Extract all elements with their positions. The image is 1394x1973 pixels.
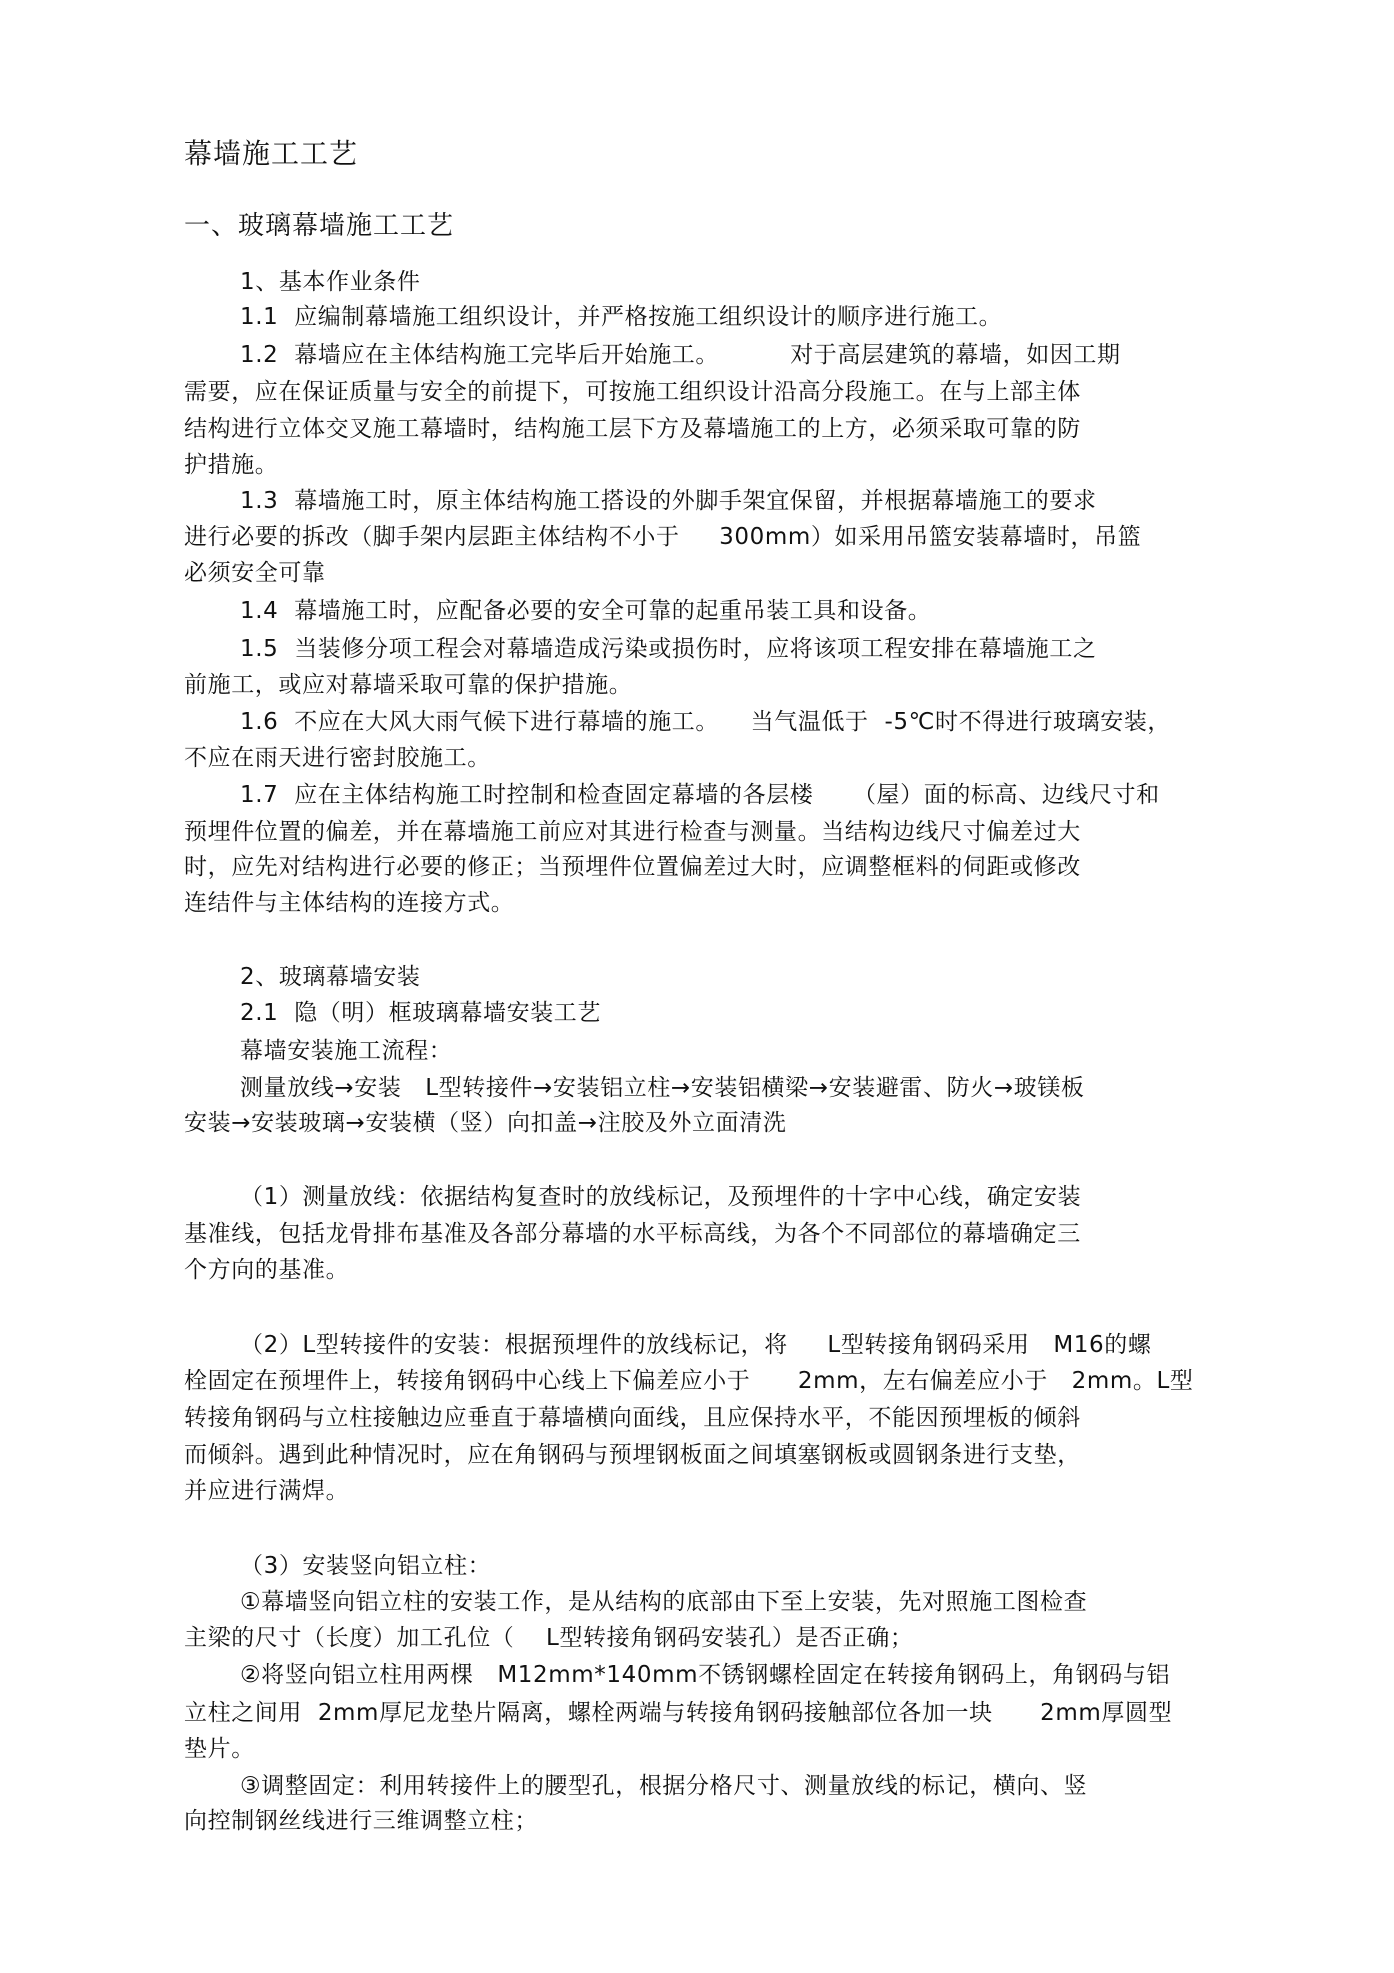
paragraph-line: 测量放线→安装 L型转接件→安装铝立柱→安装铝横梁→安装避雷、防火→玻镁板 (240, 1075, 1085, 1101)
paragraph-line: 预埋件位置的偏差，并在幕墙施工前应对其进行检查与测量。当结构边线尺寸偏差过大 (184, 819, 1081, 845)
paragraph-line: （1）测量放线：依据结构复查时的放线标记，及预埋件的十字中心线，确定安装 (240, 1184, 1082, 1210)
paragraph-line: 必须安全可靠 (184, 560, 326, 586)
paragraph-line: 前施工，或应对幕墙采取可靠的保护措施。 (184, 672, 633, 698)
paragraph-line: （2）L型转接件的安装：根据预埋件的放线标记，将 L型转接角钢码采用 M16的螺 (240, 1332, 1152, 1358)
paragraph-line: 1、基本作业条件 (240, 269, 421, 295)
paragraph-line: 1.1 应编制幕墙施工组织设计，并严格按施工组织设计的顺序进行施工。 (240, 304, 1003, 330)
paragraph-line: 2.1 隐（明）框玻璃幕墙安装工艺 (240, 1000, 601, 1026)
paragraph-line: （3）安装竖向铝立柱： (240, 1553, 492, 1579)
paragraph-line: 幕墙安装施工流程： (240, 1038, 453, 1064)
document-title: 幕墙施工工艺 (184, 137, 359, 170)
paragraph-line: 立柱之间用 2mm厚尼龙垫片隔离，螺栓两端与转接角钢码接触部位各加一块 2mm厚圆型 (184, 1700, 1173, 1726)
section-heading: 一、玻璃幕墙施工工艺 (184, 211, 455, 241)
paragraph-line: 个方向的基准。 (184, 1257, 350, 1283)
paragraph-line: 连结件与主体结构的连接方式。 (184, 890, 515, 916)
paragraph-line: 进行必要的拆改（脚手架内层距主体结构不小于 300mm）如采用吊篮安装幕墙时，吊篮 (184, 524, 1142, 550)
paragraph-line: 1.3 幕墙施工时，原主体结构施工搭设的外脚手架宜保留，并根据幕墙施工的要求 (240, 488, 1097, 514)
paragraph-line: 向控制钢丝线进行三维调整立柱； (184, 1808, 538, 1834)
paragraph-line: 基准线，包括龙骨排布基准及各部分幕墙的水平标高线，为各个不同部位的幕墙确定三 (184, 1221, 1081, 1247)
paragraph-line: ②将竖向铝立柱用两棵 M12mm*140mm不锈钢螺栓固定在转接角钢码上，角钢码与铝 (240, 1662, 1171, 1688)
paragraph-line: 并应进行满焊。 (184, 1478, 350, 1504)
paragraph-line: 主梁的尺寸（长度）加工孔位（ L型转接角钢码安装孔）是否正确； (184, 1625, 914, 1651)
paragraph-line: 垫片。 (184, 1736, 255, 1762)
paragraph-line: 1.6 不应在大风大雨气候下进行幕墙的施工。 当气温低于 -5℃时不得进行玻璃安装， (240, 709, 1172, 735)
paragraph-line: 需要，应在保证质量与安全的前提下，可按施工组织设计沿高分段施工。在与上部主体 (184, 379, 1081, 405)
paragraph-line: 不应在雨天进行密封胶施工。 (184, 745, 491, 771)
paragraph-line: 而倾斜。遇到此种情况时，应在角钢码与预埋钢板面之间填塞钢板或圆钢条进行支垫， (184, 1442, 1081, 1468)
paragraph-line: 护措施。 (184, 452, 279, 478)
paragraph-line: 转接角钢码与立柱接触边应垂直于幕墙横向面线，且应保持水平，不能因预埋板的倾斜 (184, 1405, 1081, 1431)
paragraph-line: 1.2 幕墙应在主体结构施工完毕后开始施工。 对于高层建筑的幕墙，如因工期 (240, 342, 1121, 368)
paragraph-line: ①幕墙竖向铝立柱的安装工作，是从结构的底部由下至上安装，先对照施工图检查 (240, 1589, 1088, 1615)
paragraph-line: 时，应先对结构进行必要的修正；当预埋件位置偏差过大时，应调整框料的伺距或修改 (184, 854, 1081, 880)
subsection-heading: 2、玻璃幕墙安装 (240, 964, 421, 990)
paragraph-line: 结构进行立体交叉施工幕墙时，结构施工层下方及幕墙施工的上方，必须采取可靠的防 (184, 416, 1081, 442)
paragraph-line: 安装→安装玻璃→安装横（竖）向扣盖→注胶及外立面清洗 (184, 1110, 787, 1136)
paragraph-line: 1.4 幕墙施工时，应配备必要的安全可靠的起重吊装工具和设备。 (240, 598, 932, 624)
paragraph-line: 1.7 应在主体结构施工时控制和检查固定幕墙的各层楼 （屋）面的标高、边线尺寸和 (240, 782, 1160, 808)
paragraph-line: 栓固定在预埋件上，转接角钢码中心线上下偏差应小于 2mm，左右偏差应小于 2mm。L型 (184, 1368, 1194, 1394)
paragraph-line: 1.5 当装修分项工程会对幕墙造成污染或损伤时，应将该项工程安排在幕墙施工之 (240, 636, 1097, 662)
paragraph-line: ③调整固定：利用转接件上的腰型孔，根据分格尺寸、测量放线的标记，横向、竖 (240, 1773, 1088, 1799)
